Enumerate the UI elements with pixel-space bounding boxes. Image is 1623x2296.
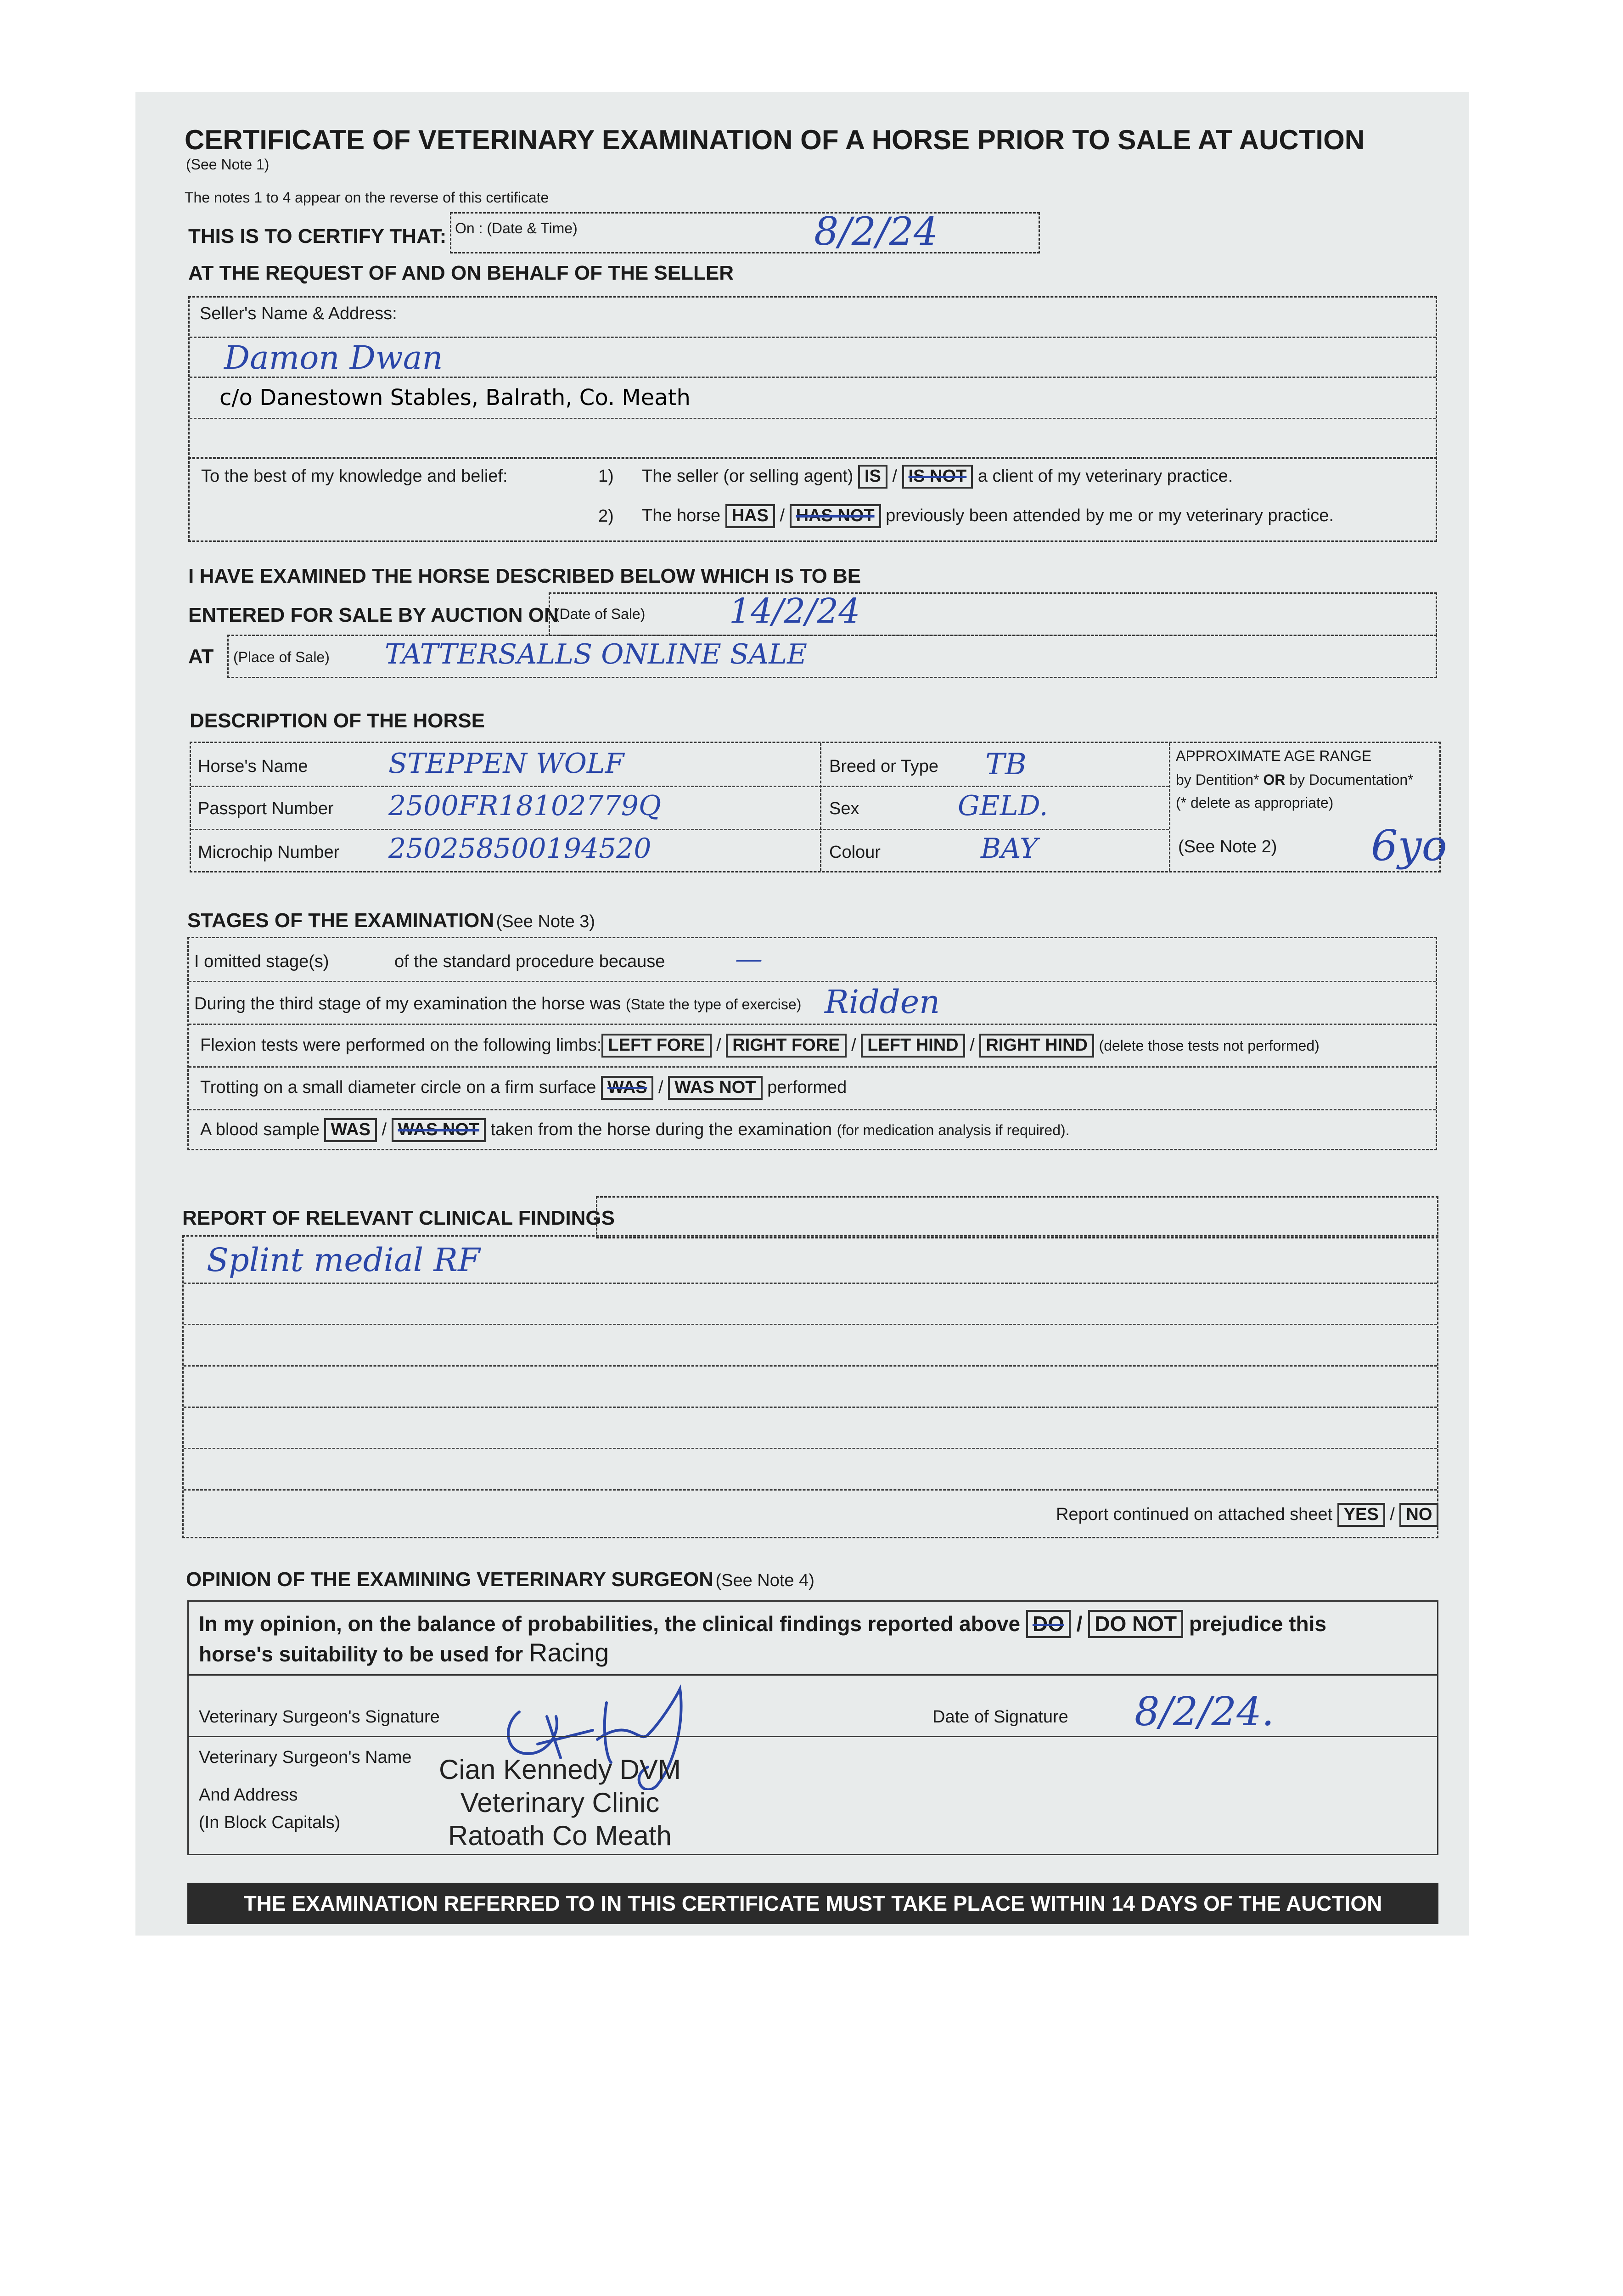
opinion-heading xyxy=(186,1568,814,1591)
age-delete-note: (* delete as appropriate) xyxy=(1176,794,1334,811)
blood-sep: / xyxy=(382,1120,387,1139)
flexion-sep-1: / xyxy=(716,1035,721,1055)
horse-name-value: STEPPEN WOLF xyxy=(388,748,624,780)
blood-option-was[interactable]: WAS xyxy=(324,1118,377,1142)
report-sep: / xyxy=(1390,1505,1395,1524)
seller-name: Damon Dwan xyxy=(224,339,443,377)
opinion-heading-text: OPINION OF THE EXAMINING VETERINARY SURGEON xyxy=(186,1568,714,1591)
stages-box xyxy=(187,937,1437,1150)
flexion-left-hind[interactable]: LEFT HIND xyxy=(861,1034,965,1058)
certificate-sheet xyxy=(135,92,1469,1936)
s2-sep: / xyxy=(780,506,785,525)
signature-label: Veterinary Surgeon's Signature xyxy=(199,1707,440,1727)
knowledge-label: To the best of my knowledge and belief: xyxy=(201,467,508,486)
flexion-line xyxy=(200,1034,1320,1058)
horse-name-label: Horse's Name xyxy=(198,757,308,776)
s2-option-has-not[interactable]: HAS NOT xyxy=(790,504,881,528)
report-continued-label: Report continued on attached sheet xyxy=(1056,1505,1333,1524)
breed-label: Breed or Type xyxy=(829,757,939,776)
opinion-sep: / xyxy=(1076,1612,1083,1636)
trotting-label: Trotting on a small diameter circle on a firm surface xyxy=(200,1078,596,1097)
flexion-sep-3: / xyxy=(970,1035,975,1055)
knowledge-statement-2 xyxy=(642,504,1334,528)
request-line: AT THE REQUEST OF AND ON BEHALF OF THE SELLER xyxy=(188,262,734,284)
sale-date-field xyxy=(549,592,1437,636)
microchip-value: 250258500194520 xyxy=(388,833,651,865)
s1-pre: The seller (or selling agent) xyxy=(642,467,854,486)
footer-banner: THE EXAMINATION REFERRED TO IN THIS CERTIFICATE MUST TAKE PLACE WITHIN 14 DAYS OF THE AUCTION xyxy=(187,1883,1438,1924)
surgeon-stamp xyxy=(439,1753,681,1852)
seller-address: c/o Danestown Stables, Balrath, Co. Meath xyxy=(219,385,691,411)
s2-post: previously been attended by me or my veterinary practice. xyxy=(886,506,1334,525)
flexion-right-hind[interactable]: RIGHT HIND xyxy=(979,1034,1094,1058)
third-stage-value: Ridden xyxy=(825,983,940,1021)
age-value: 6yo xyxy=(1371,821,1447,870)
passport-value: 2500FR18102779Q xyxy=(388,790,662,822)
age-see-note-2: (See Note 2) xyxy=(1178,837,1277,856)
s1-post: a client of my veterinary practice. xyxy=(977,467,1233,486)
blood-option-was-not[interactable]: WAS NOT xyxy=(392,1118,486,1142)
opinion-text-pre: In my opinion, on the balance of probabilities, the clinical findings reported above xyxy=(199,1612,1021,1636)
sale-date-value: 14/2/24 xyxy=(729,591,860,631)
certify-date-field xyxy=(450,209,1040,254)
omitted-label-a: I omitted stage(s) xyxy=(194,952,329,971)
omitted-label-b: of the standard procedure because xyxy=(394,952,665,971)
stages-heading-note: (See Note 3) xyxy=(496,912,595,931)
sale-place-value: TATTERSALLS ONLINE SALE xyxy=(385,638,807,670)
stages-heading-text: STAGES OF THE EXAMINATION xyxy=(187,909,494,932)
opinion-box xyxy=(187,1600,1438,1855)
certify-on-value: 8/2/24 xyxy=(814,209,938,254)
trotting-option-was-not[interactable]: WAS NOT xyxy=(668,1076,762,1100)
third-stage-hint: (State the type of exercise) xyxy=(625,996,802,1013)
opinion-option-do[interactable]: DO xyxy=(1026,1610,1071,1638)
stamp-line-3: Ratoath Co Meath xyxy=(448,1820,672,1851)
certificate-title: CERTIFICATE OF VETERINARY EXAMINATION OF A HORSE PRIOR TO SALE AT AUCTION xyxy=(185,124,1365,155)
blood-post: taken from the horse during the examination xyxy=(490,1120,832,1139)
see-note-1: (See Note 1) xyxy=(186,156,270,173)
at-label: AT xyxy=(188,645,214,668)
flexion-label: Flexion tests were performed on the following limbs: xyxy=(200,1035,602,1055)
age-or: OR xyxy=(1263,771,1286,788)
opinion-option-do-not[interactable]: DO NOT xyxy=(1088,1610,1183,1638)
opinion-use-value: Racing xyxy=(528,1638,609,1667)
third-stage-label: During the third stage of my examination the horse was xyxy=(194,994,621,1013)
examined-line1: I HAVE EXAMINED THE HORSE DESCRIBED BELOW WHICH IS TO BE xyxy=(188,565,861,587)
opinion-heading-note: (See Note 4) xyxy=(715,1571,814,1590)
report-heading-field xyxy=(596,1196,1438,1238)
passport-label: Passport Number xyxy=(198,799,334,818)
seller-label: Seller's Name & Address: xyxy=(200,304,397,323)
sale-place-label: (Place of Sale) xyxy=(233,649,330,665)
opinion-text-post: prejudice this xyxy=(1189,1612,1326,1636)
report-continued-line xyxy=(1056,1503,1438,1527)
stamp-line-2: Veterinary Clinic xyxy=(460,1787,660,1818)
knowledge-statement-1 xyxy=(642,465,1233,489)
trotting-post: performed xyxy=(767,1078,847,1097)
stamp-line-1: Cian Kennedy DVM xyxy=(439,1754,681,1785)
notes-line: The notes 1 to 4 appear on the reverse of this certificate xyxy=(185,189,549,206)
trotting-option-was[interactable]: WAS xyxy=(601,1076,654,1100)
surgeon-caps-label: (In Block Capitals) xyxy=(199,1813,341,1832)
blood-note: (for medication analysis if required). xyxy=(837,1122,1070,1138)
report-box xyxy=(182,1235,1438,1538)
trotting-sep: / xyxy=(658,1078,663,1097)
sale-date-label: (Date of Sale) xyxy=(555,606,646,622)
opinion-text-line1 xyxy=(199,1610,1326,1638)
surgeon-name-label: Veterinary Surgeon's Name xyxy=(199,1748,412,1767)
opinion-use-label: horse's suitability to be used for xyxy=(199,1642,523,1666)
age-by-line xyxy=(1176,771,1414,788)
report-option-no[interactable]: NO xyxy=(1399,1503,1438,1527)
breed-value: TB xyxy=(985,748,1027,782)
colour-label: Colour xyxy=(829,843,881,862)
knowledge-n1: 1) xyxy=(598,467,614,486)
report-option-yes[interactable]: YES xyxy=(1337,1503,1385,1527)
stages-heading xyxy=(187,909,595,932)
third-stage-line xyxy=(194,994,801,1014)
certify-label: THIS IS TO CERTIFY THAT: xyxy=(188,225,447,248)
knowledge-n2: 2) xyxy=(598,506,614,526)
s2-pre: The horse xyxy=(642,506,721,525)
seller-box xyxy=(188,296,1437,459)
report-finding: Splint medial RF xyxy=(207,1241,480,1279)
age-by-dentition: by Dentition* xyxy=(1176,771,1259,788)
blood-label: A blood sample xyxy=(200,1120,320,1139)
sex-label: Sex xyxy=(829,799,859,818)
report-heading: REPORT OF RELEVANT CLINICAL FINDINGS xyxy=(182,1207,615,1229)
surgeon-address-label: And Address xyxy=(199,1785,298,1805)
flexion-left-fore[interactable]: LEFT FORE xyxy=(601,1034,711,1058)
s1-sep: / xyxy=(892,467,898,486)
trotting-line xyxy=(200,1076,847,1100)
age-title: APPROXIMATE AGE RANGE xyxy=(1176,748,1372,764)
certify-on-label: On : (Date & Time) xyxy=(455,220,578,236)
colour-value: BAY xyxy=(981,833,1038,865)
knowledge-box xyxy=(188,457,1437,542)
opinion-text-line2 xyxy=(199,1638,609,1667)
s1-option-is[interactable]: IS xyxy=(858,465,887,489)
description-box xyxy=(190,742,1447,872)
signature-date-value: 8/2/24. xyxy=(1134,1689,1275,1735)
microchip-label: Microchip Number xyxy=(198,843,340,862)
flexion-right-fore[interactable]: RIGHT FORE xyxy=(726,1034,846,1058)
examined-line2: ENTERED FOR SALE BY AUCTION ON xyxy=(188,604,559,626)
signature-date-label: Date of Signature xyxy=(932,1707,1068,1727)
omitted-value: — xyxy=(735,943,763,975)
blood-line xyxy=(200,1118,1070,1142)
age-by-documentation: by Documentation* xyxy=(1289,771,1414,788)
description-heading: DESCRIPTION OF THE HORSE xyxy=(190,709,485,732)
s1-option-is-not[interactable]: IS NOT xyxy=(902,465,973,489)
s2-option-has[interactable]: HAS xyxy=(725,504,775,528)
flexion-sep-2: / xyxy=(851,1035,856,1055)
sex-value: GELD. xyxy=(958,790,1048,822)
flexion-note: (delete those tests not performed) xyxy=(1099,1037,1320,1054)
sale-place-field xyxy=(227,635,1437,678)
